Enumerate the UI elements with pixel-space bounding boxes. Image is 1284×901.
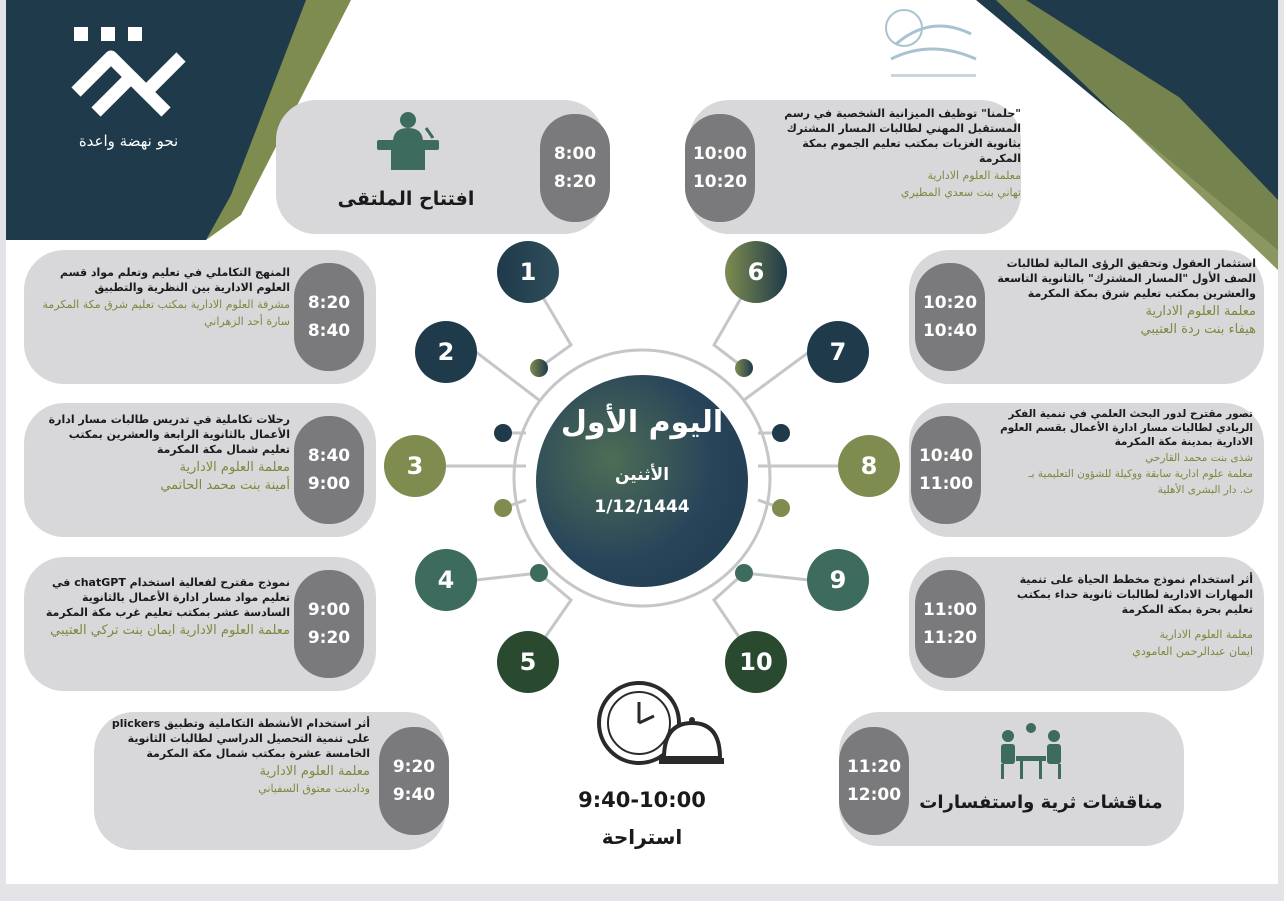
session-number-2: 2 xyxy=(415,321,477,383)
session-text-9 xyxy=(991,572,1253,659)
session-presenter-name: أمينة بنت محمد الحاتمي xyxy=(160,478,290,493)
time-end: 11:00 xyxy=(918,474,974,494)
session-presenter-name: هيفاء بنت ردة العتيبي xyxy=(1140,322,1256,337)
day-name: الأثنين xyxy=(614,465,670,485)
time-start: 10:00 xyxy=(692,144,748,164)
session-presenter-name: ودادبنت معتوق السفياني xyxy=(258,782,370,795)
session-text-4 xyxy=(40,575,290,638)
session-number-5: 5 xyxy=(497,631,559,693)
podium-icon xyxy=(371,110,441,175)
time-end: 12:00 xyxy=(846,785,902,805)
time-start: 11:20 xyxy=(846,757,902,777)
time-end: 9:40 xyxy=(392,785,436,805)
connector-dot xyxy=(530,359,548,377)
time-start: 8:00 xyxy=(553,144,597,164)
time-end: 10:20 xyxy=(692,172,748,192)
session-number-4: 4 xyxy=(415,549,477,611)
agenda-sheet xyxy=(6,0,1278,884)
discussion-time xyxy=(839,727,909,835)
time-start: 11:00 xyxy=(922,600,978,620)
session-time-8 xyxy=(911,416,981,524)
opening-label: افتتاح الملتقى xyxy=(337,188,475,210)
connector-dot xyxy=(494,424,512,442)
time-end: 10:40 xyxy=(922,321,978,341)
session-title: نموذج مقترح لفعالية استخدام chatGPT في تعليم مواد مسار ادارة الأعمال بالثانوية السادسة عشر بمكتب تعليم غرب مكة المكرمة xyxy=(45,576,290,619)
time-end: 8:40 xyxy=(307,321,351,341)
time-start: 8:40 xyxy=(307,446,351,466)
brand-tagline: نحو نهضة واعدة xyxy=(78,132,179,150)
session-presenter-name: سارة أحد الزهراني xyxy=(204,315,290,328)
session-presenter-name: ايمان عبدالرحمن العامودي xyxy=(1132,645,1253,658)
connector-dot xyxy=(735,359,753,377)
time-start: 9:20 xyxy=(392,757,436,777)
session-presenter-name: تهاني بنت سعدي المطيري xyxy=(900,186,1021,199)
session-text-2 xyxy=(40,265,290,329)
session-time-2 xyxy=(294,263,364,371)
time-start: 10:20 xyxy=(922,293,978,313)
session-text-7 xyxy=(991,256,1256,337)
session-title: تصور مقترح لدور البحث العلمي في تنمية الفكر الريادي لطالبات مسار ادارة الأعمال بقسم العلوم الادارية بمدينة مكة المكرمة xyxy=(1000,408,1253,448)
session-number-1: 1 xyxy=(497,241,559,303)
session-presenter-role: معلمة العلوم الادارية ايمان بنت تركي العتيبي xyxy=(50,623,290,638)
session-text-3 xyxy=(40,412,290,493)
opening-time xyxy=(540,114,610,222)
session-presenter-role: شذى بنت محمد القارحي xyxy=(1145,452,1253,464)
connector-dot xyxy=(772,424,790,442)
session-number-8: 8 xyxy=(838,435,900,497)
session-presenter-role: مشرفة العلوم الادارية بمكتب تعليم شرق مكة المكرمة xyxy=(42,298,290,311)
session-time-3 xyxy=(294,416,364,524)
session-time-9 xyxy=(915,570,985,678)
session-presenter-role: معلمة العلوم الادارية xyxy=(1145,304,1256,319)
session-title: رحلات تكاملية في تدريس طالبات مسار ادارة الأعمال بالثانوية الرابعة والعشرين بمكتب تعليم شمال مكة المكرمة xyxy=(48,413,290,456)
session-presenter-role: معلمة العلوم الادارية xyxy=(259,764,370,779)
break-label: استراحة xyxy=(601,825,683,849)
time-start: 10:40 xyxy=(918,446,974,466)
meeting-icon xyxy=(996,722,1066,782)
time-start: 9:00 xyxy=(307,600,351,620)
session-text-6 xyxy=(766,106,1021,200)
time-end: 9:00 xyxy=(307,474,351,494)
session-number-3: 3 xyxy=(384,435,446,497)
session-title: "حلمنا" توظيف الميزانية الشخصية في رسم المستقبل المهني لطالبات المسار المشترك بثانوية الغزيات بمكتب تعليم الجموم بمكة المكرمة xyxy=(784,107,1021,165)
session-number-6: 6 xyxy=(725,241,787,303)
session-title: أثر استخدام نموذج مخطط الحياة على تنمية المهارات الادارية لطالبات ثانوية حداء بمكتب تعليم بحرة بمكة المكرمة xyxy=(1016,573,1253,616)
session-title: أثر استخدام الأنشطة التكاملية وتطبيق plickers على تنمية التحصيل الدراسي لطالبات الثانوية الخامسة عشرة بمكتب شمال مكة المكرمة xyxy=(111,717,370,760)
clock-break-icon xyxy=(594,678,724,773)
time-start: 8:20 xyxy=(307,293,351,313)
session-presenter-school: ث. دار البشرى الأهلية xyxy=(1157,484,1253,496)
session-text-5 xyxy=(110,716,370,796)
session-number-10: 10 xyxy=(725,631,787,693)
connector-dot xyxy=(735,564,753,582)
session-time-6 xyxy=(685,114,755,222)
session-text-8 xyxy=(991,407,1253,497)
session-number-9: 9 xyxy=(807,549,869,611)
session-presenter-name: معلمة علوم ادارية سابقة ووكيلة للشؤون التعليمية بـ xyxy=(1028,468,1253,480)
session-presenter-role: معلمة العلوم الادارية xyxy=(1159,628,1253,641)
connector-dot xyxy=(530,564,548,582)
connector-dot xyxy=(494,499,512,517)
session-time-4 xyxy=(294,570,364,678)
session-presenter-role: معلمة العلوم الادارية xyxy=(927,169,1021,182)
day-title: اليوم الأول xyxy=(560,405,724,440)
break-time: 9:40-10:00 xyxy=(578,788,706,812)
session-title: المنهج التكاملي في تعليم وتعلم مواد قسم العلوم الادارية بين النظرية والتطبيق xyxy=(60,266,290,294)
session-presenter-role: معلمة العلوم الادارية xyxy=(179,460,290,475)
session-time-5 xyxy=(379,727,449,835)
session-title: استثمار العقول وتحقيق الرؤى المالية لطالبات الصف الأول "المسار المشترك" بالثانوية التاسعة والعشرين بمكتب تعليم شرق بمكة المكرمة xyxy=(997,257,1256,300)
time-end: 9:20 xyxy=(307,628,351,648)
session-time-7 xyxy=(915,263,985,371)
session-number-7: 7 xyxy=(807,321,869,383)
day-date: 1/12/1444 xyxy=(594,497,690,517)
connector-dot xyxy=(772,499,790,517)
discussion-label: مناقشات ثرية واستفسارات xyxy=(919,792,1163,813)
time-end: 8:20 xyxy=(553,172,597,192)
time-end: 11:20 xyxy=(922,628,978,648)
